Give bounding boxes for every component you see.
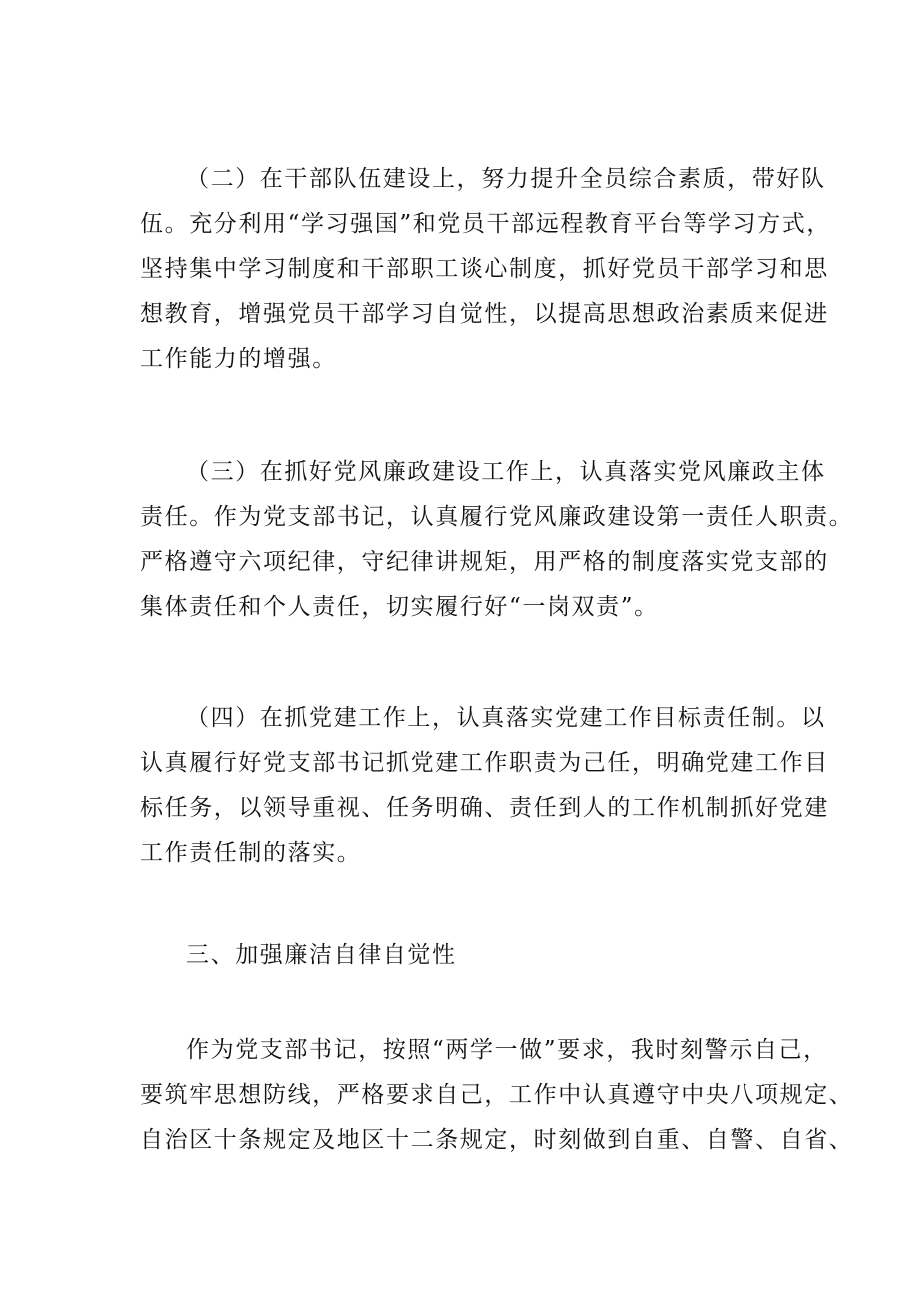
paragraph-party-conduct bbox=[140, 450, 854, 630]
text-line: 认真履行好党支部书记抓党建工作职责为己任，明确党建工作目 bbox=[140, 750, 829, 776]
text-line: 集体责任和个人责任，切实履行好“一岗双责”。 bbox=[140, 594, 659, 620]
text-line: （三）在抓好党风廉政建设工作上，认真落实党风廉政主体 bbox=[186, 459, 826, 485]
text-line: 标任务，以领导重视、任务明确、责任到人的工作机制抓好党建 bbox=[140, 795, 829, 821]
paragraph-party-building bbox=[140, 696, 829, 876]
text-line: 自治区十条规定及地区十二条规定，时刻做到自重、自警、自省、 bbox=[140, 1127, 854, 1153]
text-line: 工作责任制的落实。 bbox=[140, 840, 362, 866]
text-line: 责任。作为党支部书记，认真履行党风廉政建设第一责任人职责。 bbox=[140, 504, 854, 530]
text-line: 坚持集中学习制度和干部职工谈心制度，抓好党员干部学习和思 bbox=[140, 256, 829, 282]
text-line: 要筑牢思想防线，严格要求自己，工作中认真遵守中央八项规定、 bbox=[140, 1082, 854, 1108]
text-line: （二）在干部队伍建设上，努力提升全员综合素质，带好队 bbox=[186, 166, 826, 192]
text-line: 严格遵守六项纪律，守纪律讲规矩，用严格的制度落实党支部的 bbox=[140, 549, 829, 575]
text-line: 想教育，增强党员干部学习自觉性，以提高思想政治素质来促进 bbox=[140, 301, 829, 327]
text-line: 工作能力的增强。 bbox=[140, 346, 337, 372]
text-line: 作为党支部书记，按照“两学一做”要求，我时刻警示自己， bbox=[186, 1037, 828, 1063]
paragraph-self-discipline bbox=[140, 1028, 854, 1163]
text-line: 伍。充分利用“学习强国”和党员干部远程教育平台等学习方式， bbox=[140, 211, 831, 237]
paragraph-cadre-team bbox=[140, 157, 831, 382]
text-line: （四）在抓党建工作上，认真落实党建工作目标责任制。以 bbox=[186, 705, 826, 731]
section-heading: 三、加强廉洁自律自觉性 bbox=[186, 942, 457, 968]
